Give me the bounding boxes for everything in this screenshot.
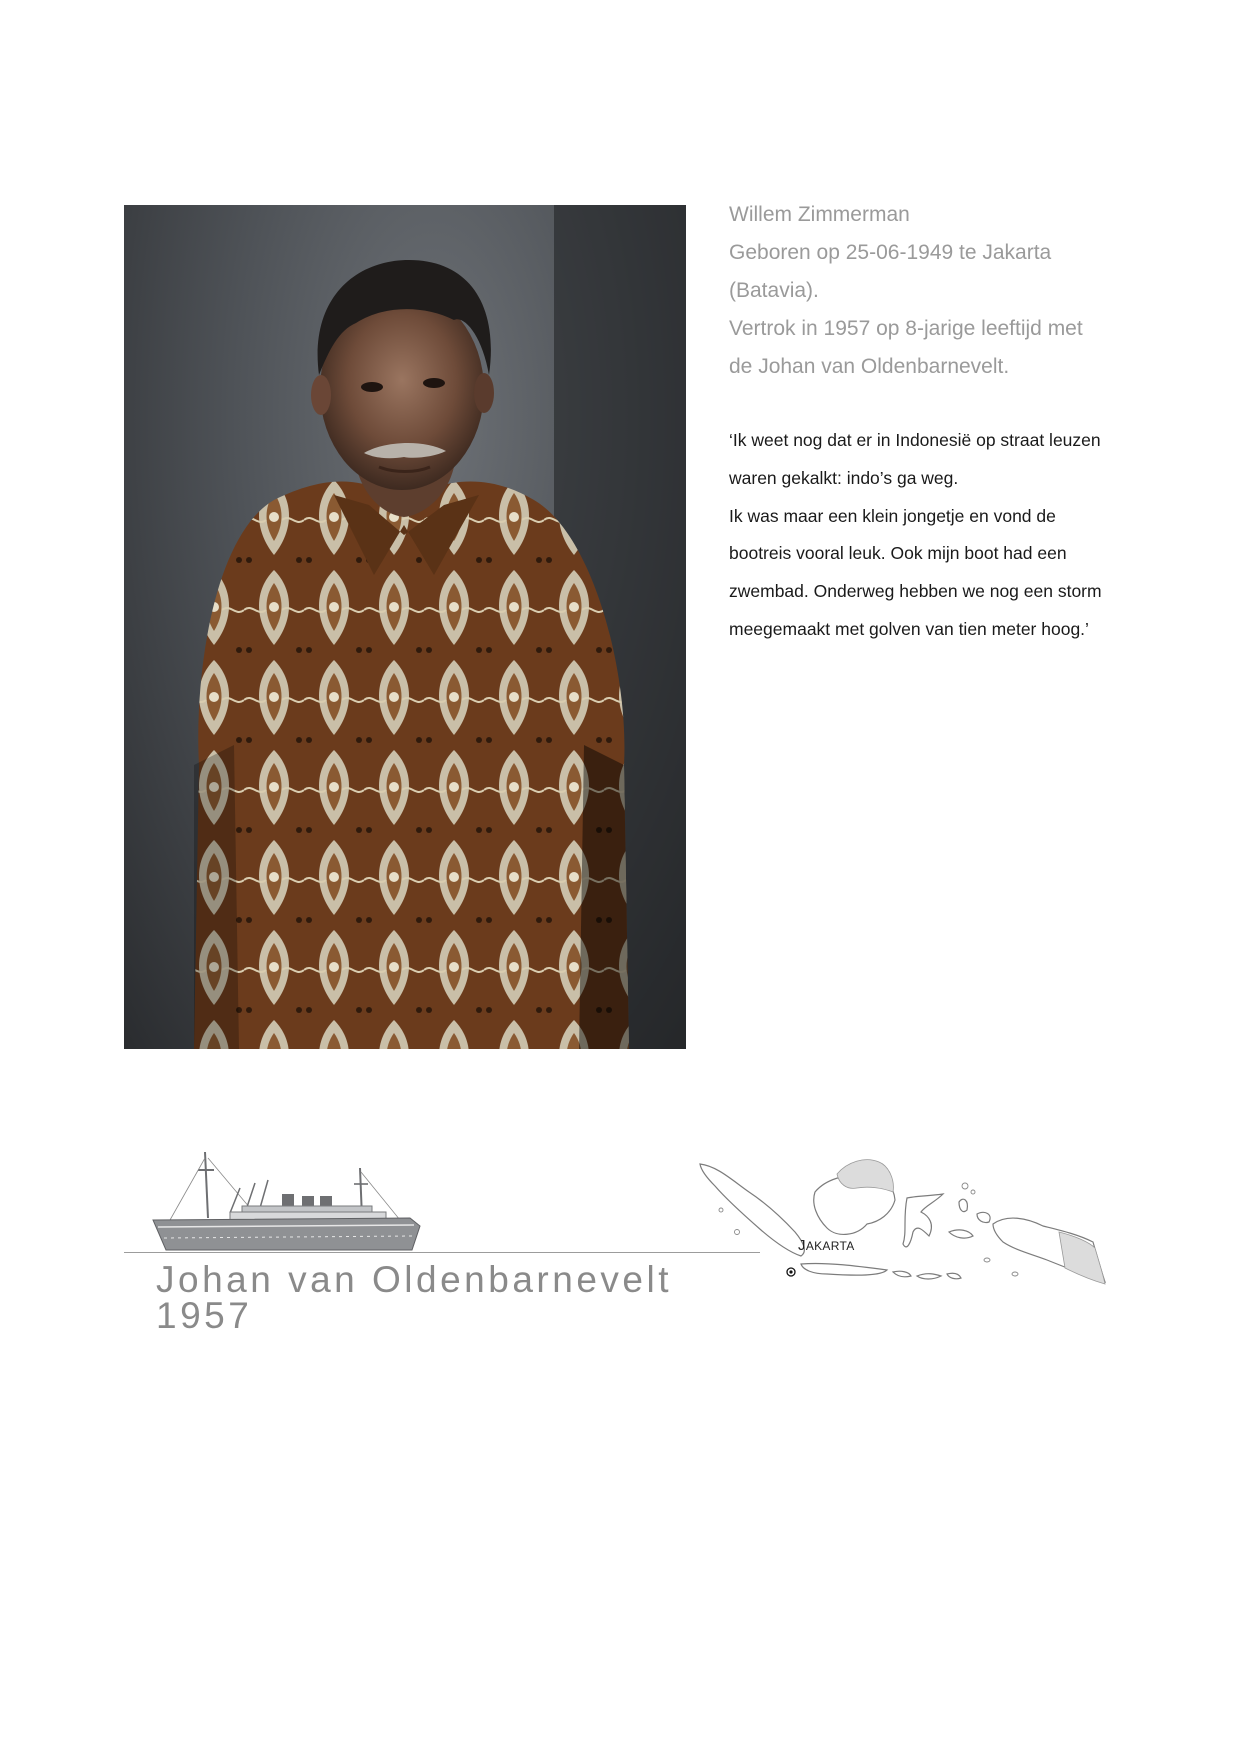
indonesia-map <box>697 1152 1107 1292</box>
ship-title <box>156 1259 672 1336</box>
ship-illustration <box>150 1148 430 1253</box>
quote-line: ‘Ik weet nog dat er in Indonesië op straat leuzen <box>729 430 1101 450</box>
departure-line: Vertrok in 1957 op 8-jarige leeftijd met <box>729 317 1083 340</box>
portrait-photo <box>124 205 686 1049</box>
city-label-initial: J <box>798 1237 806 1254</box>
quote-line: waren gekalkt: indo’s ga weg. <box>729 467 959 488</box>
ship-icon <box>150 1148 430 1253</box>
map-icon <box>697 1152 1107 1292</box>
quote-line: meegemaakt met golven van tien meter hoog.’ <box>729 618 1089 639</box>
quote-line: Ik was maar een klein jongetje en vond de <box>729 505 1056 526</box>
person-name: Willem Zimmerman <box>729 203 910 226</box>
ship-name: Johan van Oldenbarnevelt <box>156 1259 672 1300</box>
city-label-rest: AKARTA <box>805 1239 855 1253</box>
portrait-illustration <box>124 205 686 1049</box>
quote-line: bootreis vooral leuk. Ook mijn boot had een <box>729 543 1067 564</box>
quote-block <box>729 422 1149 649</box>
horizon-divider <box>124 1252 760 1253</box>
departure-line-cont: de Johan van Oldenbarnevelt. <box>729 355 1010 378</box>
quote-line: zwembad. Onderweg hebben we nog een storm <box>729 581 1102 602</box>
voyage-year: 1957 <box>156 1295 253 1336</box>
birth-line-cont: (Batavia). <box>729 279 819 302</box>
city-label-jakarta <box>798 1237 855 1254</box>
bio-block <box>729 196 1149 386</box>
birth-line: Geboren op 25-06-1949 te Jakarta <box>729 241 1052 264</box>
